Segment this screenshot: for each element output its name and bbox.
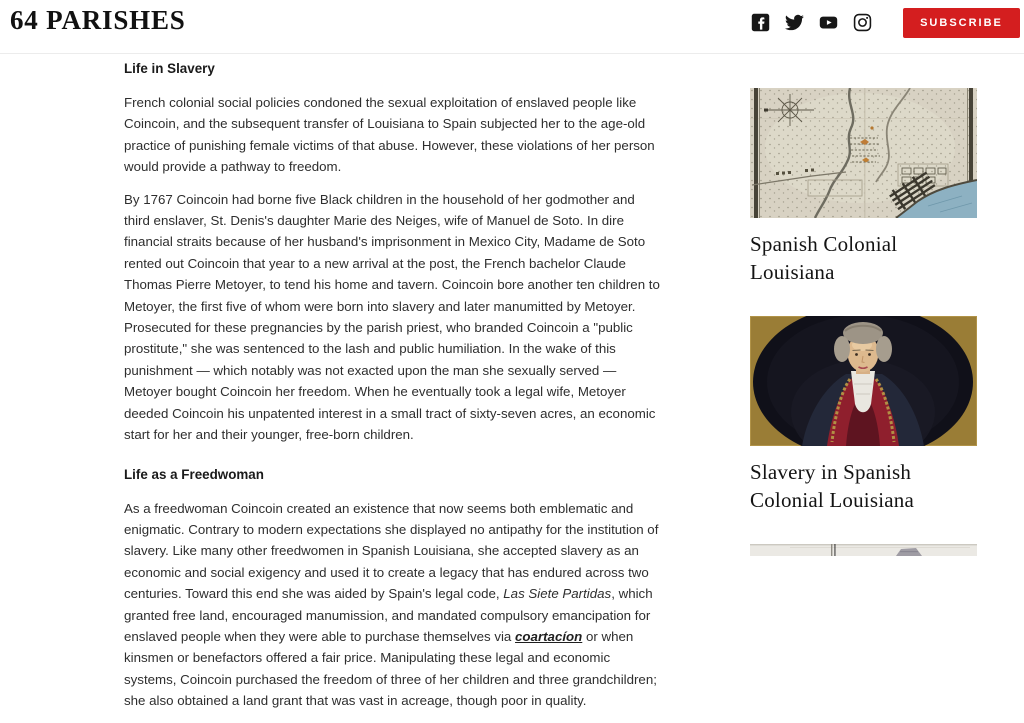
related-card-spanish-colonial-louisiana[interactable]	[750, 88, 977, 286]
site-logo[interactable]: 64 PARISHES	[10, 5, 186, 35]
twitter-icon[interactable]	[785, 13, 804, 32]
article-content	[124, 54, 662, 723]
paragraph-text: , which granted free land, encouraged manumission, and mandated compulsory emancipation for enslaved people when they were able to purchase themselves via	[124, 586, 653, 644]
article-paragraph	[124, 498, 662, 712]
instagram-icon[interactable]	[853, 13, 872, 32]
paragraph-text: or when kinsmen or benefactors offered a fair price. Manipulating these legal and economic systems, Coincoin purchased the freedom of three of her children and three grandchildren; she also obtained a land grant that was vast in acreage, though poor in quality.	[124, 628, 657, 709]
section-heading-life-in-slavery: Life in Slavery	[124, 61, 215, 76]
related-card-title[interactable]: Spanish Colonial Louisiana	[750, 232, 898, 284]
book-title-las-siete-partidas: Las Siete Partidas	[503, 586, 612, 602]
related-articles-sidebar	[750, 88, 977, 586]
article-paragraph	[124, 92, 662, 178]
map-thumbnail-image[interactable]	[750, 88, 977, 218]
partial-thumbnail-image[interactable]	[750, 544, 977, 556]
paragraph-text: By 1767 Coincoin had borne five Black children in the household of her godmother and third enslaver, St. Denis's daughter Marie des Neiges, wife of Manuel de Soto. In dire financial straits because of her husband's imprisonment in Mexico City, Madame de Soto rented out Coincoin that year to a new arrival at the post, the French bachelor Claude Thomas Pierre Metoyer, to tend his home and tavern. Coincoin bore another ten children to Metoyer, the first five of whom were born into slavery and later manumitted by Metoyer. Prosecuted for these pregnancies by the parish priest, who branded Coincoin a "public prostitute," she was sentenced to the lash and public humiliation. In the wake of this punishment — which notably was not exacted upon the man she sexually served — Metoyer bought Coincoin her freedom. When he eventually took a legal wife, Metoyer deeded Coincoin his unpatented interest in a small tract of sixty-seven acres, an economic start for her and their younger, free-born children.	[124, 191, 660, 443]
coartacion-link[interactable]: coartacíon	[515, 628, 583, 644]
related-card-slavery-in-spanish-colonial-louisiana[interactable]	[750, 316, 977, 514]
site-header	[0, 0, 1024, 54]
related-card-partial[interactable]	[750, 544, 977, 556]
social-links	[751, 13, 872, 32]
paragraph-text: French colonial social policies condoned the sexual exploitation of enslaved people like Coincoin, and the subsequent transfer of Louisiana to Spain subjected her to the age-old practice of punishing female victims of that abuse. However, these violations of her person would provide a pathway to freedom.	[124, 95, 655, 175]
facebook-icon[interactable]	[751, 13, 770, 32]
related-card-title[interactable]: Slavery in Spanish Colonial Louisiana	[750, 460, 914, 512]
section-heading-life-as-a-freedwoman: Life as a Freedwoman	[124, 466, 264, 482]
subscribe-button[interactable]: SUBSCRIBE	[903, 8, 1020, 38]
article-paragraph	[124, 189, 662, 446]
portrait-thumbnail-image[interactable]	[750, 316, 977, 446]
paragraph-text: As a freedwoman Coincoin created an existence that now seems both emblematic and enigmatic. Contrary to modern expectations she displayed no antipathy for the institution of slavery. Like many other freedwomen in Spanish Louisiana, she accepted slavery as an economic and social exigency and used it to create a legacy that has endured across two centuries. Toward this end she was aided by Spain's legal code,	[124, 500, 659, 602]
youtube-icon[interactable]	[819, 13, 838, 32]
